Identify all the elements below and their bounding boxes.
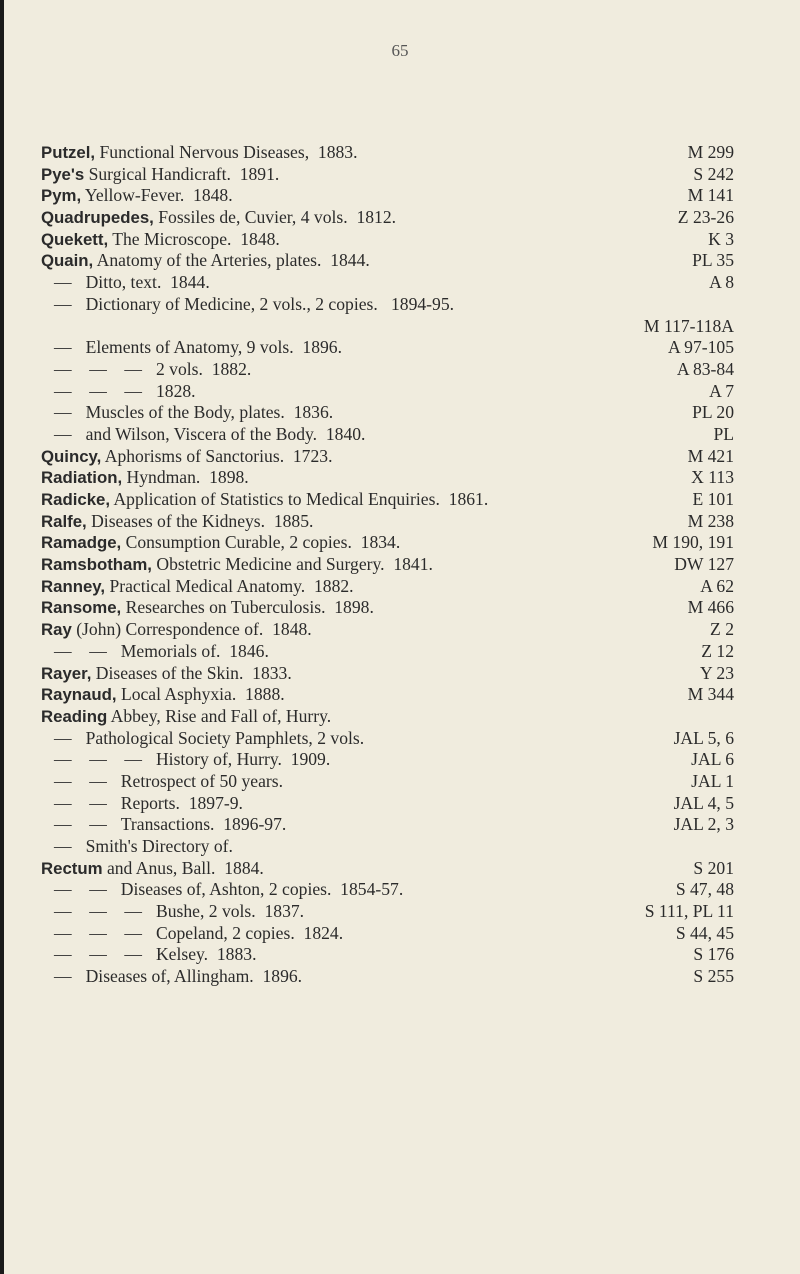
index-entry: [0, 901, 800, 923]
ditto-dashes: —: [54, 836, 72, 856]
entry-title: Pathological Society Pamphlets, 2 vols.: [85, 727, 365, 748]
entry-text: [54, 814, 286, 836]
index-entry: [0, 706, 800, 728]
index-entry: [0, 663, 800, 685]
shelf-reference: DW 127: [674, 554, 734, 575]
shelf-reference: M 299: [687, 142, 734, 162]
entry-text: [41, 164, 279, 186]
entry-title: Diseases of, Allingham. 1896.: [85, 966, 303, 987]
entry-text: [54, 381, 196, 403]
entry-title: Functional Nervous Diseases, 1883.: [95, 142, 358, 162]
entry-title: and Anus, Ball. 1884.: [102, 857, 264, 878]
index-entry: [0, 337, 800, 359]
entry-title: 1828.: [155, 380, 196, 401]
entry-text: [41, 576, 354, 598]
entry-text: [41, 858, 264, 880]
index-entry: [0, 489, 800, 511]
ditto-dashes: — —: [54, 770, 107, 791]
entry-title: Dictionary of Medicine, 2 vols., 2 copies. 1894-95.: [85, 293, 455, 314]
index-entry: [0, 858, 800, 880]
shelf-reference: S 176: [693, 944, 734, 965]
shelf-reference: JAL 6: [691, 749, 734, 770]
entry-text: [54, 359, 251, 381]
ditto-dashes: —: [54, 423, 72, 444]
entry-title: Surgical Handicraft. 1891.: [84, 163, 280, 184]
entry-text: [41, 489, 488, 511]
shelf-reference: S 44, 45: [675, 922, 734, 943]
entry-text: [54, 728, 364, 750]
index-entry: [0, 749, 800, 771]
ditto-dashes: —: [54, 272, 72, 293]
entry-title: Diseases of the Kidneys. 1885.: [86, 510, 314, 531]
entry-title: Retrospect of 50 years.: [120, 770, 283, 791]
entry-title: Memorials of. 1846.: [120, 640, 269, 661]
index-entry: [0, 511, 800, 533]
entry-title: Ditto, text. 1844.: [85, 272, 210, 293]
shelf-reference: Z 23-26: [677, 207, 734, 228]
ditto-dashes: — —: [54, 640, 107, 661]
entry-text: [54, 272, 210, 294]
entry-text: [54, 836, 233, 858]
page-number: 65: [391, 41, 409, 60]
shelf-reference: JAL 4, 5: [673, 792, 734, 813]
ditto-dashes: — — —: [54, 901, 142, 922]
shelf-reference: M 421: [687, 445, 734, 466]
shelf-reference: M 344: [687, 684, 734, 705]
index-entry: [0, 467, 800, 489]
index-entry: [0, 532, 800, 554]
entry-heading: Putzel,: [41, 143, 96, 162]
shelf-reference: A 62: [700, 575, 734, 596]
shelf-reference: PL: [713, 423, 734, 444]
ditto-dashes: — —: [54, 792, 107, 813]
index-entry: [0, 164, 800, 186]
entry-text: [54, 424, 365, 446]
ditto-dashes: — — —: [54, 358, 142, 379]
entry-title: Kelsey. 1883.: [155, 944, 257, 965]
shelf-reference: A 8: [709, 272, 734, 293]
entry-text: [54, 294, 454, 316]
entry-title: Yellow-Fever. 1848.: [81, 185, 233, 206]
index-entry: [0, 923, 800, 945]
shelf-reference: M 190, 191: [652, 532, 734, 553]
shelf-reference: S 242: [693, 163, 734, 184]
entry-title: Consumption Curable, 2 copies. 1834.: [121, 532, 401, 553]
entry-title: Smith's Directory of.: [85, 836, 233, 856]
entry-title: Muscles of the Body, plates. 1836.: [85, 402, 334, 423]
shelf-reference: M 117-118A: [643, 315, 734, 336]
entry-title: Anatomy of the Arteries, plates. 1844.: [93, 250, 370, 271]
ditto-dashes: — — —: [54, 749, 142, 770]
entry-text: [41, 619, 312, 641]
entry-text: [41, 663, 292, 685]
ditto-dashes: — —: [54, 814, 107, 835]
index-entry: [0, 250, 800, 272]
ditto-dashes: —: [54, 727, 72, 748]
index-entry: [0, 229, 800, 251]
entry-text: [41, 250, 370, 272]
index-entry: [0, 207, 800, 229]
ditto-dashes: —: [54, 337, 72, 358]
entry-text: [41, 185, 233, 207]
entry-title: Copeland, 2 copies. 1824.: [155, 922, 344, 943]
entry-title: Abbey, Rise and Fall of, Hurry.: [107, 705, 332, 726]
entry-title: Diseases of, Ashton, 2 copies. 1854-57.: [120, 879, 404, 900]
shelf-reference: E 101: [692, 489, 734, 509]
index-entry: [0, 684, 800, 706]
index-entry: [0, 619, 800, 641]
index-entry: [0, 641, 800, 663]
entry-heading: Raynaud,: [41, 685, 117, 705]
index-entry: [0, 793, 800, 815]
shelf-reference: A 83-84: [676, 358, 734, 379]
index-entry: [0, 424, 800, 446]
entry-text: [41, 142, 358, 164]
entry-text: [41, 684, 285, 706]
shelf-reference: X 113: [691, 467, 734, 488]
entry-text: [41, 706, 331, 728]
index-entry: [0, 359, 800, 381]
entry-heading: Radicke,: [41, 490, 111, 509]
entry-title: and Wilson, Viscera of the Body. 1840.: [85, 423, 366, 444]
index-entry: [0, 966, 800, 988]
entry-text: [54, 923, 343, 945]
ditto-dashes: —: [54, 966, 72, 987]
shelf-reference: JAL 1: [691, 770, 734, 791]
index-entry: [0, 836, 800, 858]
entry-title: Obstetric Medicine and Surgery. 1841.: [151, 554, 433, 575]
entry-text: [54, 966, 302, 988]
index-entry: [0, 294, 800, 316]
entry-text: [54, 641, 269, 663]
entry-text: [41, 554, 433, 576]
index-entries: [0, 142, 800, 988]
index-entry: [0, 944, 800, 966]
shelf-reference: JAL 2, 3: [673, 814, 734, 835]
entry-text: [54, 944, 256, 966]
index-entry: [0, 771, 800, 793]
shelf-reference: M 466: [687, 597, 734, 618]
entry-title: (John) Correspondence of. 1848.: [71, 619, 312, 640]
shelf-reference: A 7: [709, 380, 734, 401]
entry-title: Transactions. 1896-97.: [120, 814, 287, 835]
ditto-dashes: — —: [54, 879, 107, 900]
shelf-reference: S 111, PL 11: [644, 901, 734, 922]
entry-title: Reports. 1897-9.: [120, 792, 243, 813]
index-entry: [0, 576, 800, 598]
entry-heading: Pye's: [41, 164, 85, 184]
shelf-reference: S 47, 48: [675, 879, 734, 900]
entry-text: [41, 446, 332, 468]
index-entry: [0, 814, 800, 836]
entry-title: Local Asphyxia. 1888.: [116, 684, 285, 705]
entry-title: Bushe, 2 vols. 1837.: [155, 901, 305, 922]
entry-title: Practical Medical Anatomy. 1882.: [105, 575, 354, 596]
entry-title: History of, Hurry. 1909.: [155, 749, 331, 770]
index-entry: [0, 185, 800, 207]
entry-heading: Ralfe,: [41, 511, 87, 531]
index-entry: [0, 402, 800, 424]
entry-text: [54, 771, 283, 793]
shelf-reference: M 238: [687, 510, 734, 531]
entry-title: The Microscope. 1848.: [108, 228, 280, 249]
entry-heading: Rayer,: [41, 663, 92, 683]
entry-text: [54, 793, 243, 815]
entry-heading: Quadrupedes,: [41, 208, 154, 228]
entry-heading: Quekett,: [41, 229, 109, 249]
entry-text: [54, 337, 342, 359]
ditto-dashes: —: [54, 293, 72, 314]
index-entry: [0, 446, 800, 468]
index-entry: [0, 554, 800, 576]
entry-heading: Quincy,: [41, 446, 102, 466]
shelf-reference: PL 20: [692, 402, 734, 423]
entry-heading: Rectum: [41, 858, 103, 878]
entry-heading: Pym,: [41, 186, 82, 206]
shelf-reference: S 201: [693, 857, 734, 878]
shelf-reference: M 141: [687, 185, 734, 206]
entry-heading: Ransome,: [41, 598, 122, 618]
entry-heading: Ramsbotham,: [41, 555, 152, 575]
index-entry: [0, 272, 800, 294]
entry-title: 2 vols. 1882.: [155, 358, 252, 379]
ditto-dashes: — — —: [54, 944, 142, 965]
entry-text: [54, 402, 333, 424]
entry-title: Diseases of the Skin. 1833.: [91, 662, 292, 683]
index-entry: [0, 142, 800, 164]
shelf-reference: JAL 5, 6: [673, 727, 734, 748]
shelf-reference: Y 23: [699, 662, 734, 683]
shelf-reference: S 255: [693, 966, 734, 987]
entry-title: Fossiles de, Cuvier, 4 vols. 1812.: [153, 207, 397, 228]
entry-text: [54, 749, 330, 771]
ditto-dashes: — — —: [54, 380, 142, 401]
shelf-reference: K 3: [708, 228, 734, 249]
entry-title: Elements of Anatomy, 9 vols. 1896.: [85, 337, 342, 358]
shelf-reference: A 97-105: [668, 337, 734, 358]
entry-heading: Radiation,: [41, 468, 123, 488]
entry-heading: Ranney,: [41, 576, 106, 596]
index-entry: [0, 316, 800, 338]
entry-heading: Reading: [41, 706, 108, 726]
index-entry: [0, 879, 800, 901]
entry-text: [41, 207, 396, 229]
entry-text: [41, 597, 374, 619]
ditto-dashes: —: [54, 402, 72, 423]
entry-heading: Quain,: [41, 251, 94, 271]
entry-title: Hyndman. 1898.: [122, 467, 249, 488]
shelf-reference: Z 2: [710, 619, 734, 640]
entry-text: [41, 532, 400, 554]
entry-text: [54, 879, 403, 901]
index-entry: [0, 728, 800, 750]
ditto-dashes: — — —: [54, 922, 142, 943]
index-entry: [0, 597, 800, 619]
entry-text: [41, 511, 313, 533]
shelf-reference: PL 35: [692, 250, 734, 271]
entry-text: [54, 901, 304, 923]
entry-title: Researches on Tuberculosis. 1898.: [121, 597, 374, 618]
entry-heading: Ramadge,: [41, 533, 122, 553]
entry-heading: Ray: [41, 620, 72, 640]
entry-title: Application of Statistics to Medical Enquiries. 1861.: [110, 489, 489, 509]
shelf-reference: Z 12: [701, 640, 734, 661]
entry-text: [41, 229, 280, 251]
index-entry: [0, 381, 800, 403]
entry-text: [41, 467, 249, 489]
entry-title: Aphorisms of Sanctorius. 1723.: [101, 445, 333, 466]
